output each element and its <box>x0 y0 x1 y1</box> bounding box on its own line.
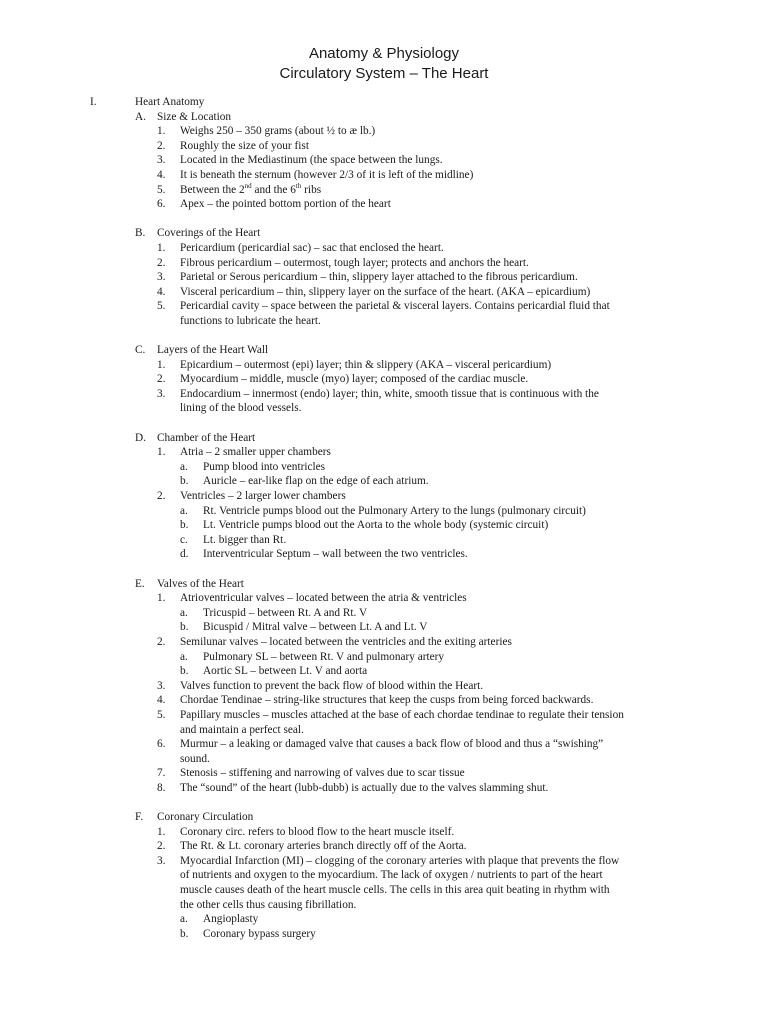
outline-text: Tricuspid – between Rt. A and Rt. V <box>203 606 368 619</box>
outline-marker: A. <box>135 110 146 123</box>
outline-text: The Rt. & Lt. coronary arteries branch directly off of the Aorta. <box>180 840 467 853</box>
outline-marker: a. <box>180 460 188 473</box>
outline-line <box>0 139 768 154</box>
outline-text: Apex – the pointed bottom portion of the heart <box>180 198 391 211</box>
outline-line <box>0 270 768 285</box>
outline-marker: 5. <box>157 300 166 313</box>
outline-marker: 1. <box>157 446 166 459</box>
outline-line <box>0 124 768 139</box>
outline-marker: 3. <box>157 854 166 867</box>
outline-text: Valves function to prevent the back flow of blood within the Heart. <box>180 679 484 692</box>
outline-text: Parietal or Serous pericardium – thin, slippery layer attached to the fibrous pericardium. <box>180 271 578 284</box>
outline-marker: a. <box>180 606 188 619</box>
outline-text: Located in the Mediastinum (the space between the lungs. <box>180 154 443 167</box>
outline-text: Heart Anatomy <box>135 96 205 108</box>
outline-text: Myocardium – middle, muscle (myo) layer; composed of the cardiac muscle. <box>180 373 529 386</box>
outline-line <box>0 839 768 854</box>
outline-marker: b. <box>180 927 189 940</box>
outline-text: Lt. bigger than Rt. <box>203 533 287 546</box>
outline-text: Aortic SL – between Lt. V and aorta <box>203 665 368 678</box>
outline-line <box>0 868 768 883</box>
outline-text: Weighs 250 – 350 grams (about ½ to æ lb.) <box>180 125 376 138</box>
outline-marker: b. <box>180 475 189 488</box>
outline-text: Between the 2nd and the 6th ribs <box>180 181 322 196</box>
outline-marker: D. <box>135 431 146 444</box>
outline-line <box>0 518 768 533</box>
outline-line <box>0 781 768 796</box>
outline-marker: 3. <box>157 271 166 284</box>
outline-line <box>0 343 768 358</box>
outline-text: Layers of the Heart Wall <box>157 344 269 357</box>
outline-text: Coronary bypass surgery <box>203 927 316 940</box>
outline-text: Visceral pericardium – thin, slippery layer on the surface of the heart. (AKA – epicardium) <box>180 285 591 298</box>
outline-spacer <box>0 329 768 344</box>
outline-marker: d. <box>180 548 189 561</box>
outline-marker: 1. <box>157 241 166 254</box>
outline-line <box>0 810 768 825</box>
outline-line <box>0 737 768 752</box>
outline-text: Stenosis – stiffening and narrowing of valves due to scar tissue <box>180 767 465 780</box>
outline-text: Semilunar valves – located between the ventricles and the exiting arteries <box>180 635 512 648</box>
outline-text: It is beneath the sternum (however 2/3 of it is left of the midline) <box>180 168 474 181</box>
outline-text: Epicardium – outermost (epi) layer; thin & slippery (AKA – visceral pericardium) <box>180 358 552 371</box>
outline-marker: C. <box>135 344 146 357</box>
outline-line <box>0 898 768 913</box>
outline-spacer <box>0 416 768 431</box>
outline-text: Fibrous pericardium – outermost, tough layer; protects and anchors the heart. <box>180 256 529 269</box>
outline-text: Pump blood into ventricles <box>203 460 326 473</box>
outline-marker: E. <box>135 577 145 590</box>
outline-text: Papillary muscles – muscles attached at the base of each chordae tendinae to regulate their tension <box>180 708 624 721</box>
outline-text: Roughly the size of your fist <box>180 139 309 152</box>
outline-line <box>0 183 768 198</box>
outline-text: Auricle – ear-like flap on the edge of each atrium. <box>203 475 429 488</box>
outline-line <box>0 460 768 475</box>
outline-spacer <box>0 562 768 577</box>
outline-text: Coronary Circulation <box>157 811 254 824</box>
outline-line <box>0 504 768 519</box>
outline-line <box>0 299 768 314</box>
outline-text: Coverings of the Heart <box>157 227 261 240</box>
outline-marker: 6. <box>157 198 166 211</box>
outline-text: Pulmonary SL – between Rt. V and pulmonary artery <box>203 650 445 663</box>
outline-text: Bicuspid / Mitral valve – between Lt. A and Lt. V <box>203 621 428 634</box>
outline-marker: a. <box>180 504 188 517</box>
outline-line <box>0 912 768 927</box>
outline-line <box>0 168 768 183</box>
outline-text: Valves of the Heart <box>157 577 244 590</box>
document-subtitle: Circulatory System – The Heart <box>279 65 489 82</box>
outline-marker: 2. <box>157 635 166 648</box>
outline-line <box>0 825 768 840</box>
outline-marker: a. <box>180 913 188 926</box>
outline-text: Chamber of the Heart <box>157 431 256 444</box>
outline-line <box>0 153 768 168</box>
outline-marker: b. <box>180 519 189 532</box>
outline-text: Coronary circ. refers to blood flow to the heart muscle itself. <box>180 825 455 838</box>
outline-marker: 4. <box>157 168 166 181</box>
outline-marker: F. <box>135 811 144 824</box>
outline-line <box>0 708 768 723</box>
outline-line <box>0 226 768 241</box>
outline-marker: 4. <box>157 285 166 298</box>
outline-content <box>0 95 768 941</box>
outline-line <box>0 372 768 387</box>
outline-line <box>0 197 768 212</box>
outline-marker: 5. <box>157 708 166 721</box>
outline-text: sound. <box>180 752 210 765</box>
outline-line <box>0 489 768 504</box>
outline-line <box>0 358 768 373</box>
outline-marker: 8. <box>157 781 166 794</box>
outline-text: and maintain a perfect seal. <box>180 723 304 736</box>
outline-text: Interventricular Septum – wall between the two ventricles. <box>203 548 468 561</box>
outline-line <box>0 854 768 869</box>
outline-marker: 2. <box>157 490 166 503</box>
outline-text: Pericardial cavity – space between the parietal & visceral layers. Contains pericardial fluid that <box>180 300 610 313</box>
outline-line <box>0 723 768 738</box>
outline-text: the other cells thus causing fibrillation. <box>180 898 357 911</box>
outline-line <box>0 474 768 489</box>
outline-text: Angioplasty <box>203 913 259 926</box>
outline-text: Myocardial Infarction (MI) – clogging of the coronary arteries with plaque that prevents the flow <box>180 854 620 867</box>
outline-line <box>0 883 768 898</box>
outline-line <box>0 241 768 256</box>
outline-text: muscle causes death of the heart muscle cells. The cells in this area quit beating in rhythm with <box>180 884 610 897</box>
outline-line <box>0 766 768 781</box>
outline-marker: 7. <box>157 767 166 780</box>
outline-line <box>0 256 768 271</box>
outline-marker: 1. <box>157 825 166 838</box>
outline-marker: b. <box>180 621 189 634</box>
outline-text: Lt. Ventricle pumps blood out the Aorta to the whole body (systemic circuit) <box>203 519 549 532</box>
outline-line <box>0 591 768 606</box>
outline-line <box>0 664 768 679</box>
outline-spacer <box>0 212 768 227</box>
outline-text: Endocardium – innermost (endo) layer; thin, white, smooth tissue that is continuous with the <box>180 387 599 400</box>
outline-line <box>0 547 768 562</box>
outline-text: functions to lubricate the heart. <box>180 314 321 327</box>
outline-marker: 1. <box>157 125 166 138</box>
outline-line <box>0 533 768 548</box>
outline-marker: 3. <box>157 679 166 692</box>
outline-marker: 5. <box>157 183 166 196</box>
outline-text: Atria – 2 smaller upper chambers <box>180 446 331 459</box>
outline-text: lining of the blood vessels. <box>180 402 302 415</box>
outline-marker: I. <box>90 96 97 108</box>
outline-line <box>0 314 768 329</box>
outline-line <box>0 635 768 650</box>
outline-line <box>0 693 768 708</box>
outline-line <box>0 95 768 110</box>
outline-marker: 3. <box>157 387 166 400</box>
outline-line <box>0 431 768 446</box>
outline-line <box>0 620 768 635</box>
outline-line <box>0 752 768 767</box>
outline-line <box>0 679 768 694</box>
outline-marker: c. <box>180 533 188 546</box>
outline-line <box>0 445 768 460</box>
outline-marker: 2. <box>157 256 166 269</box>
outline-text: of nutrients and oxygen to the myocardium. The lack of oxygen / nutrients to part of the heart <box>180 869 603 882</box>
outline-line <box>0 927 768 942</box>
outline-line <box>0 110 768 125</box>
outline-text: Rt. Ventricle pumps blood out the Pulmonary Artery to the lungs (pulmonary circuit) <box>203 504 586 517</box>
outline-line <box>0 650 768 665</box>
outline-text: Pericardium (pericardial sac) – sac that enclosed the heart. <box>180 241 444 254</box>
outline-line <box>0 387 768 402</box>
outline-text: The “sound” of the heart (lubb-dubb) is actually due to the valves slamming shut. <box>180 781 549 794</box>
document-title: Anatomy & Physiology <box>308 45 460 62</box>
outline-marker: B. <box>135 227 146 240</box>
outline-text: Murmur – a leaking or damaged valve that causes a back flow of blood and thus a “swishing” <box>180 738 604 751</box>
outline-marker: 6. <box>157 738 166 751</box>
outline-line <box>0 606 768 621</box>
outline-marker: 2. <box>157 373 166 386</box>
outline-marker: b. <box>180 665 189 678</box>
outline-marker: 2. <box>157 139 166 152</box>
outline-line <box>0 285 768 300</box>
outline-marker: 4. <box>157 694 166 707</box>
outline-text: Size & Location <box>157 110 232 123</box>
outline-spacer <box>0 796 768 811</box>
outline-text: Atrioventricular valves – located between the atria & ventricles <box>180 592 467 605</box>
outline-marker: 2. <box>157 840 166 853</box>
outline-line <box>0 577 768 592</box>
outline-text: Ventricles – 2 larger lower chambers <box>180 490 346 503</box>
outline-marker: 1. <box>157 592 166 605</box>
outline-marker: 1. <box>157 358 166 371</box>
outline-marker: a. <box>180 650 188 663</box>
outline-marker: 3. <box>157 154 166 167</box>
outline-line <box>0 401 768 416</box>
outline-text: Chordae Tendinae – string-like structures that keep the cusps from being forced backwards. <box>180 694 594 707</box>
